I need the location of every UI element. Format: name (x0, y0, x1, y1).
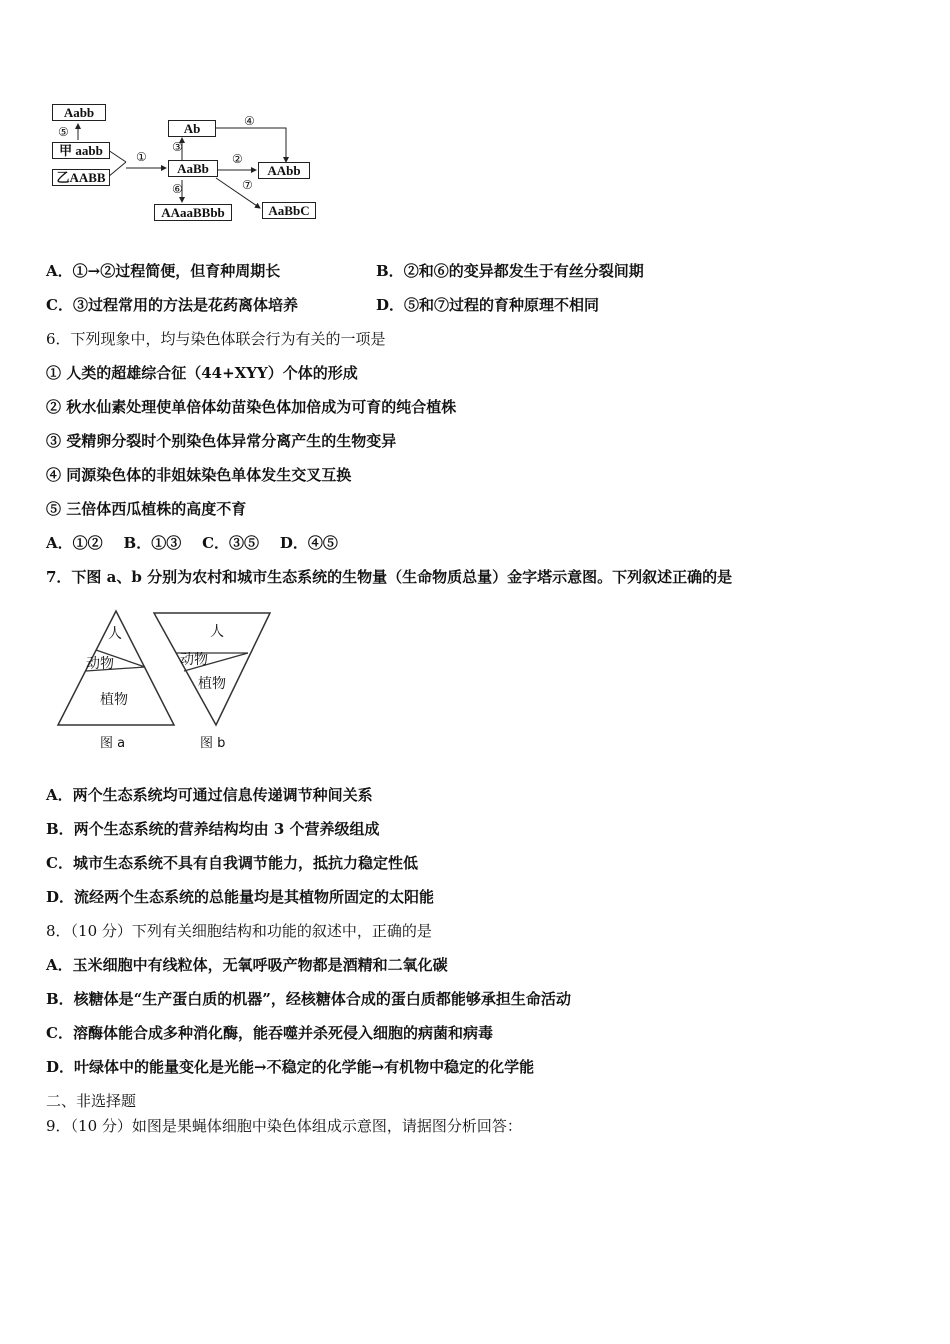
genotype-box-ab: Ab (168, 120, 216, 137)
q8-option-a: A．玉米细胞中有线粒体，无氧呼吸产物都是酒精和二氧化碳 (46, 956, 448, 974)
q6-stem: 6．下列现象中，均与染色体联会行为有关的一项是 (46, 330, 386, 348)
q5-option-d-text: ⑤和⑦过程的育种原理不相同 (404, 296, 600, 314)
q8-option-c: C．溶酶体能合成多种消化酶，能吞噬并杀死侵入细胞的病菌和病毒 (46, 1024, 493, 1042)
q6-item-2: ② 秋水仙素处理使单倍体幼苗染色体加倍成为可育的纯合植株 (46, 398, 457, 416)
q8-option-b: B．核糖体是“生产蛋白质的机器”，经核糖体合成的蛋白质都能够承担生命活动 (46, 990, 571, 1008)
genotype-box-aabb-top: Aabb (52, 104, 106, 121)
q7-option-a: A．两个生态系统均可通过信息传递调节种间关系 (46, 786, 373, 804)
step-label-1: ① (136, 150, 147, 164)
q7-option-d: D．流经两个生态系统的总能量均是其植物所固定的太阳能 (46, 888, 435, 906)
q5-option-d (376, 295, 599, 315)
step-label-7: ⑦ (242, 178, 253, 192)
q5-option-c-text: ③过程常用的方法是花药离体培养 (72, 296, 298, 314)
step-label-5: ⑤ (58, 125, 69, 139)
genotype-box-yi: 乙AABB (52, 169, 110, 186)
pyramid-a-caption: 图 a (100, 736, 126, 751)
pyramid-a-plant: 植物 (100, 692, 128, 708)
genotype-box-aabbc: AaBbC (262, 202, 316, 219)
section-heading-nonchoice: 二、非选择题 (46, 1092, 137, 1110)
q5-option-b-key: B． (376, 262, 404, 280)
q6-item-4: ④ 同源染色体的非姐妹染色单体发生交叉互换 (46, 466, 352, 484)
q7-option-b: B．两个生态系统的营养结构均由 3 个营养级组成 (46, 820, 380, 838)
q6-item-3: ③ 受精卵分裂时个别染色体异常分离产生的生物变异 (46, 432, 397, 450)
genotype-box-aabb-right: AAbb (258, 162, 310, 179)
q5-option-b (376, 261, 644, 281)
pyramid-a-people: 人 (108, 626, 122, 642)
step-label-4: ④ (244, 114, 255, 128)
q5-option-a (46, 261, 280, 281)
pyramid-a-animal: 动物 (86, 656, 114, 672)
q6-item-5: ⑤ 三倍体西瓜植株的高度不育 (46, 500, 247, 518)
step-label-3: ③ (172, 140, 183, 154)
q5-option-c-key: C． (46, 296, 73, 314)
q6-item-1: ① 人类的超雄综合征（44+XYY）个体的形成 (46, 364, 358, 382)
pyramid-b-plant: 植物 (198, 676, 226, 692)
genotype-box-aaaabbbb: AAaaBBbb (154, 204, 232, 221)
pyramid-b-people: 人 (210, 624, 224, 640)
q5-option-b-text: ②和⑥的变异都发生于有丝分裂间期 (403, 262, 644, 280)
q9-stem: 9．（10 分）如图是果蝇体细胞中染色体组成示意图，请据图分析回答： (46, 1117, 522, 1135)
q5-option-c (46, 295, 298, 315)
step-label-6: ⑥ (172, 182, 183, 196)
pyramid-b-caption: 图 b (200, 736, 226, 751)
q5-option-a-key: A． (46, 262, 73, 280)
pyramid-figure-svg (50, 605, 280, 765)
q7-stem: 7．下图 a、b 分别为农村和城市生态系统的生物量（生命物质总量）金字塔示意图。下列叙述正确的是 (46, 568, 733, 586)
genotype-box-aabb-mid: AaBb (168, 160, 218, 177)
q7-option-c: C．城市生态系统不具有自我调节能力，抵抗力稳定性低 (46, 854, 418, 872)
q5-option-d-key: D． (376, 296, 405, 314)
q5-option-a-text: ①→②过程简便，但育种周期长 (72, 262, 281, 280)
pyramid-figure (50, 605, 280, 765)
genotype-box-jia: 甲 aabb (52, 142, 110, 159)
q6-options: A．①② B．①③ C．③⑤ D．④⑤ (46, 534, 338, 552)
q8-stem: 8．（10 分）下列有关细胞结构和功能的叙述中，正确的是 (46, 922, 432, 940)
pyramid-b-animal: 动物 (180, 652, 208, 668)
step-label-2: ② (232, 152, 243, 166)
breeding-diagram (48, 100, 328, 225)
q8-option-d: D．叶绿体中的能量变化是光能→不稳定的化学能→有机物中稳定的化学能 (46, 1058, 535, 1076)
